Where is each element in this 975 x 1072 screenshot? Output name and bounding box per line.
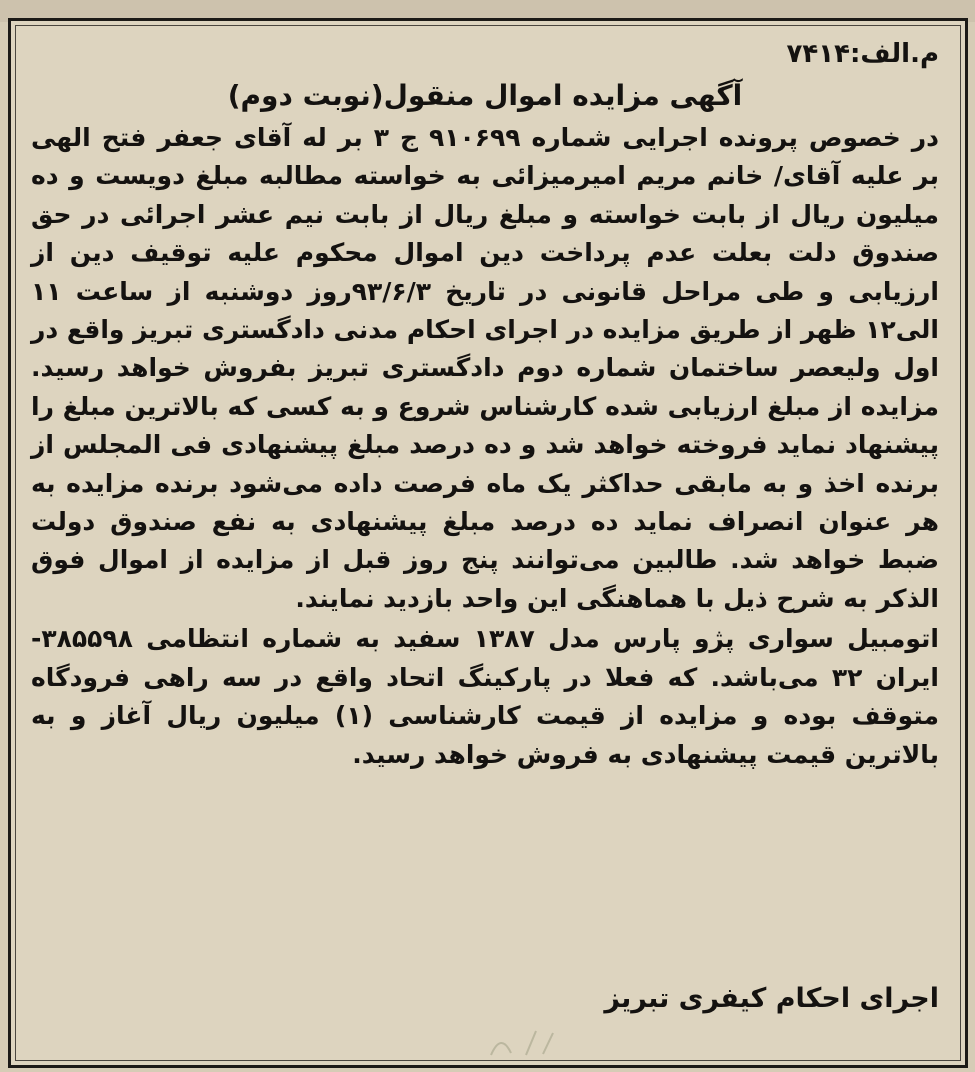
notice-signature: اجرای احکام کیفری تبریز: [604, 983, 939, 1014]
notice-body-paragraph: در خصوص پرونده اجرایی شماره ۹۱۰۶۹۹ ج ۳ بر له آقای جعفر فتح الهی بر علیه آقای/ خانم مریم امیرمیزائی به خواسته مطالبه مبلغ دویست و ده میلیون ریال از بابت خواسته و مبلغ ریال از بابت نیم عشر اجرائی در حق صندوق دلت بعلت عدم پرداخت دین اموال محکوم علیه توقیف دین از ارزیابی و طی مراحل قانونی در تاریخ ۹۳/۶/۳روز دوشنبه از ساعت ۱۱ الی۱۲ ظهر از طریق مزایده در اجرای احکام مدنی دادگستری تبریز واقع در اول ولیعصر ساختمان شماره دوم دادگستری تبریز بفروش خواهد رسید. مزایده از مبلغ ارزیابی شده کارشناس شروع و به کسی که بالاترین مبلغ را پیشنهاد نماید فروخته خواهد شد و ده درصد مبلغ پیشنهادی فی المجلس از برنده اخذ و به مابقی حداکثر یک ماه فرصت داده می‌شود برنده مزایده به هر عنوان انصراف نماید ده درصد مبلغ پیشنهادی به نفع صندوق دولت ضبط خواهد شد. طالبین می‌توانند پنج روز قبل از مزایده از اموال فوق الذکر به شرح ذیل با هماهنگی این واحد بازدید نمایند.: [30, 123, 940, 613]
notice-content: [31, 35, 939, 1049]
notice-title: آگهی مزایده اموال منقول(نوبت دوم): [227, 79, 743, 112]
notice-ref-number: م.الف:۷۴۱۴: [786, 39, 939, 69]
bleed-through-mark: [481, 1027, 571, 1057]
notice-vehicle-paragraph: اتومبیل سواری پژو پارس مدل ۱۳۸۷ سفید به شماره انتظامی ۳۸۵۵۹۸- ایران ۳۲ می‌باشد. که فعلا در پارکینگ اتحاد واقع در سه راهی فرودگاه متوقف بوده و مزایده از قیمت کارشناسی (۱) میلیون ریال آغاز و به بالاترین قیمت پیشنهادی به فروش خواهد رسید.: [31, 624, 939, 769]
notice-frame: [8, 18, 968, 1068]
